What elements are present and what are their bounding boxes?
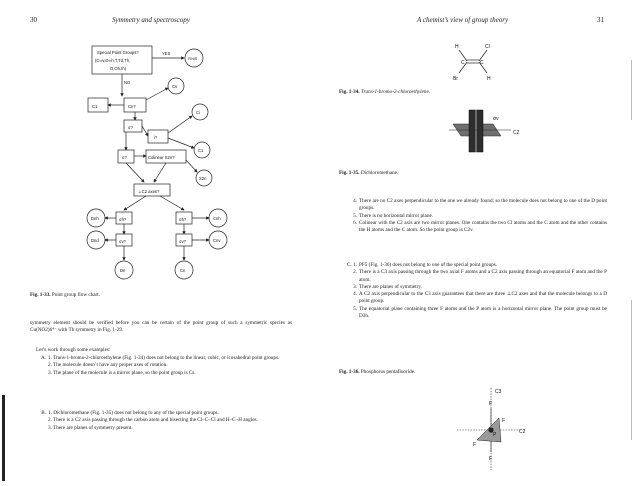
c2-axis-label: C2: [519, 429, 526, 435]
cn-node: Cn: [180, 268, 186, 273]
list-b-item: 2. There is a C2 axis passing through the carbon atom and bisecting the Cl–C–Cl and H–C–H angles.: [48, 417, 258, 424]
fig-1-34-caption: Fig. 1-34. Trans-1-bromo-2-chloroethylene.: [339, 89, 431, 95]
dnd-node: Dnd: [91, 238, 99, 243]
page-number: 30: [30, 16, 37, 24]
list-item: 6. Colinear with the C2 axis are two mirror planes. One contains the two Cl atoms and the C atom and the other contains the H atoms and the C atom. So the point group is C2v.: [353, 219, 607, 234]
body-paragraph: symmetry element should be verified before you can be certain of the point group of such a symmetric species as Cu(NO2)6⁴⁻ with Th symmetry in Fig. 1-29.: [30, 320, 292, 334]
list-b-item: B. 1. Dichloromethane (Fig. 1-35) does not belong to any of the special point groups.: [30, 410, 292, 417]
colinear-box: Colinear S2n?: [148, 155, 175, 160]
f-equatorial-label-2: F: [502, 418, 506, 424]
no-label: NO: [124, 80, 131, 85]
list-a-item: 2. The molecule doesn’t have any proper axes of rotation.: [48, 362, 168, 369]
sigma-h-right: σh?: [179, 217, 187, 222]
atom-h-bottom: H: [487, 76, 491, 82]
s2n-node: S2n: [199, 176, 207, 181]
sigma-v-label: σv: [493, 116, 499, 122]
cnv-node: Cnv: [213, 238, 221, 243]
page-number: 31: [597, 16, 604, 24]
sigma-v-left: σv?: [119, 239, 127, 244]
cnh-node: Cnh: [213, 216, 221, 221]
list-item: 5. There is no horizontal mirror plane.: [353, 212, 434, 219]
list-c: [329, 262, 607, 320]
list-b-continued: [341, 198, 607, 234]
list-item: 2. There is a C3 axis passing through the two axial F atoms and a C2 axis passing through an equatorial F atom and the P atom.: [353, 269, 607, 283]
list-item: 4. There are no C2 axes perpendicular to the one we already found; so the molecule does not belong to one of the D point groups.: [353, 198, 607, 212]
f-equatorial-label: F: [473, 442, 477, 448]
list-a: [30, 355, 292, 377]
list-a-item: A. 1. Trans-1-bromo-2-chloroethylene (Fig. 1-34) does not belong to the linear, cubic, or icosahedral point groups.: [30, 355, 292, 362]
c1-box: C1: [92, 104, 98, 109]
sigma-box: σ?: [128, 125, 133, 130]
list-item: C. 1. PF5 (Fig. 1-36) does not belong to one of the special point groups.: [347, 262, 498, 268]
fig-1-33-caption: [30, 292, 290, 298]
c2-axis-label: C2: [513, 130, 520, 136]
p-atom-label: P: [493, 432, 497, 438]
examples-intro: Let’s work through some examples:: [36, 347, 111, 353]
atom-c-right: C: [480, 60, 484, 66]
atom-h-top: H: [455, 44, 459, 50]
sigma-box-2: σ?: [122, 155, 127, 160]
atom-cl-top: Cl: [485, 44, 490, 50]
yes-label: YES: [162, 51, 171, 56]
fig-1-33-text: Point group flow chart.: [51, 292, 101, 298]
list-a-letter: A.: [40, 355, 46, 361]
page-edge-mark: [631, 60, 632, 120]
point-group-flowchart: [84, 38, 254, 288]
list-b-letter: B.: [41, 410, 46, 416]
i-box: i?: [154, 135, 158, 140]
f-axial-bottom-label: F: [489, 456, 493, 462]
ci-node: Ci: [196, 110, 200, 115]
start-box-line1: Special Point Groups?: [97, 50, 139, 55]
start-box-line2: (C∞v,D∞h,T,Td,Th,: [95, 58, 131, 63]
fig-1-34-molecule: [447, 40, 497, 84]
fig-1-35-dichloromethane: [447, 108, 527, 158]
list-a-item: 3. The plane of the molecule is a mirror plane, so the point group is Cs.: [48, 369, 196, 376]
list-item: 5. The equatorial plane containing three F atoms and the P atom is a horizontal mirror plane. The point group must be D3h.: [353, 305, 607, 320]
f-axial-top-label: F: [489, 401, 493, 407]
fig-1-33-label: Fig. 1-33.: [30, 292, 51, 298]
fig-1-36-pf5: [455, 384, 535, 476]
fig-1-36-caption: Fig. 1-36. Phosphorus pentafluoride.: [339, 369, 416, 375]
list-b: [30, 410, 292, 432]
list-b-item: 3. There are planes of symmetry present.: [48, 424, 133, 431]
sigma-v-right: σv?: [179, 239, 187, 244]
binding-shadow: [2, 395, 5, 481]
cn-box: Cn?: [128, 104, 136, 109]
perp-c2-box: ⊥C2 axes?: [138, 189, 160, 194]
dn-node: Dn: [120, 268, 126, 273]
right-page: [319, 0, 638, 486]
running-head: Symmetry and spectroscopy: [112, 16, 190, 24]
list-item: 3. There are planes of symmetry.: [353, 283, 422, 290]
start-box-line3: O,Oh,Ih): [110, 66, 127, 71]
fig-1-35-caption: Fig. 1-35. Dichloromethane.: [339, 170, 399, 176]
finis-node: FINIS: [188, 57, 198, 61]
atom-c-left: C: [461, 60, 465, 66]
c1-node: C1: [198, 148, 204, 153]
running-head: A chemist’s view of group theory: [417, 16, 509, 24]
page-edge-mark: [631, 300, 632, 440]
list-item: 4. A C2 axis perpendicular to the C3 axis guarantees that there are three ⊥C2 axes and that the molecule belongs to a D point group.: [353, 291, 607, 305]
dnh-node: Dnh: [91, 216, 99, 221]
c3-axis-label: C3: [495, 389, 502, 395]
sigma-h-left: σh?: [119, 217, 127, 222]
atom-br: Br: [453, 76, 458, 82]
cs-node: Cs: [172, 84, 178, 89]
